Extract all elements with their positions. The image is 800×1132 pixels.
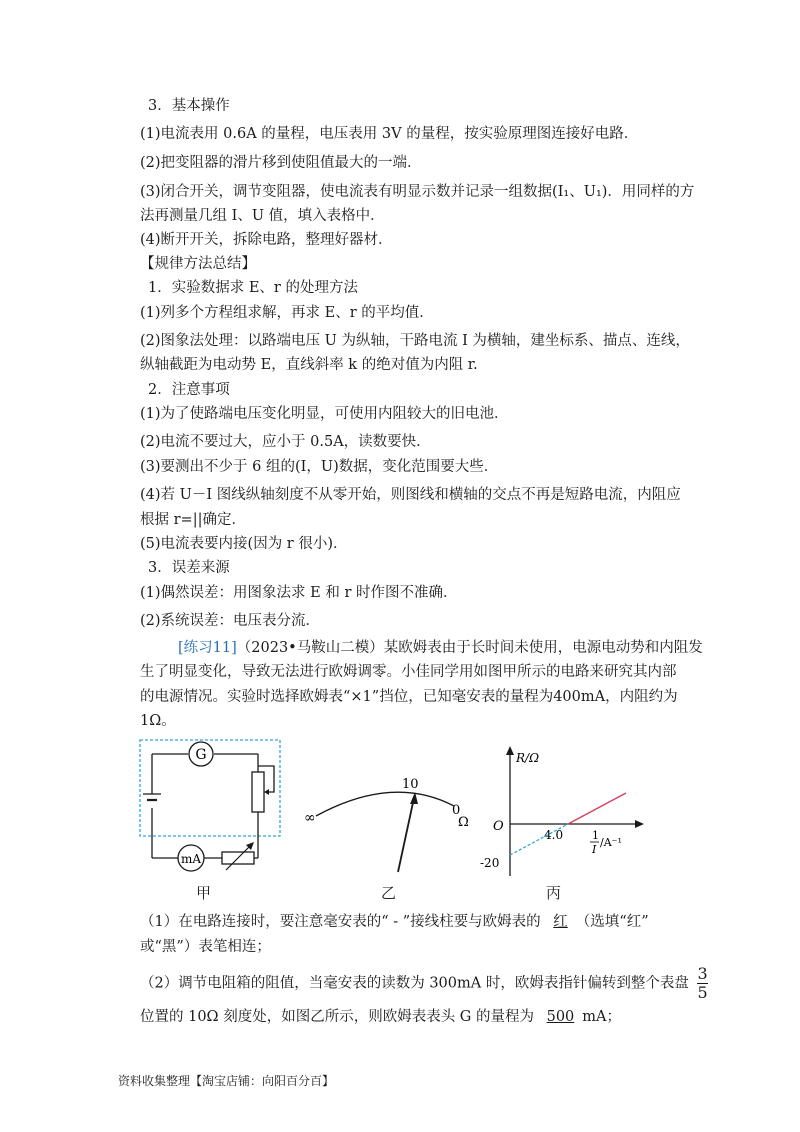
text-line: (2)图象法处理：以路端电压 U 为纵轴，干路电流 I 为横轴，建坐标系、描点、连线， — [140, 333, 690, 349]
exercise-line: 的电源情况。实验时选择欧姆表“×1”挡位，已知毫安表的量程为400mA，内阻约为 — [140, 689, 678, 705]
q1-text-b: （选填“红” — [575, 914, 649, 930]
text-line: 纵轴截距为电动势 E，直线斜率 k 的绝对值为内阻 r. — [140, 357, 478, 373]
dial-arc — [316, 792, 454, 816]
dial-needle — [398, 798, 414, 872]
text-line: (1)偶然误差：用图象法求 E 和 r 时作图不准确． — [140, 585, 458, 601]
x-axis-arrow — [635, 820, 644, 828]
galvanometer-label: G — [195, 747, 207, 763]
y-axis-arrow — [506, 746, 514, 755]
question-2-line2 — [140, 1007, 621, 1027]
circuit-diagram-jia — [138, 738, 284, 888]
x-label-num: 1 — [592, 829, 599, 842]
section-summary-heading: 【规律方法总结】 — [140, 256, 256, 272]
y-axis-label: R/Ω — [516, 751, 540, 765]
exercise-text: （2023•马鞍山二模）某欧姆表由于长时间未使用，电源电动势和内阻发 — [236, 640, 703, 656]
text-line: 法再测量几组 I、U 值，填入表格中． — [140, 208, 385, 224]
text-line: (3)要测出不少于 6 组的(I，U)数据，变化范围要大些． — [140, 459, 499, 475]
q2-text: （2）调节电阻箱的阻值，当毫安表的读数为 300mA 时，欧姆表指针偏转到整个表盘 — [140, 975, 689, 992]
section-basic-ops-title: 3．基本操作 — [148, 98, 230, 114]
figure-caption-jia: 甲 — [196, 884, 212, 902]
milliammeter-label: mA — [180, 852, 202, 866]
text-line: 3．误差来源 — [148, 560, 230, 576]
q1-answer: 红 — [553, 914, 568, 930]
exercise-tag: [练习11] — [178, 640, 237, 656]
x-tick-label: 4.0 — [544, 828, 564, 842]
question-1-line2: 或“黑”）表笔相连； — [140, 939, 271, 955]
frac-num: 3 — [697, 964, 708, 983]
figure-caption-yi: 乙 — [381, 884, 397, 902]
slider-arrow — [264, 789, 269, 795]
figure-caption-bing: 丙 — [546, 884, 562, 902]
text-line: 2．注意事项 — [148, 382, 230, 398]
text-line: (4)若 U－I 图线纵轴刻度不从零开始，则图线和横轴的交点不再是短路电流，内阻应 — [140, 487, 681, 503]
ohmmeter-dial-yi — [298, 768, 478, 878]
text-line: (2)电流不要过大，应小于 0.5A，读数要快． — [140, 434, 431, 450]
question-2-line — [140, 966, 708, 1001]
text-line: (5)电流表要内接(因为 r 很小)． — [140, 536, 348, 552]
data-line — [568, 793, 626, 824]
exercise-line: 生了明显变化，导致无法进行欧姆调零。小佳同学用如图甲所示的电路来研究其内部 — [140, 664, 677, 680]
text-line: 根据 r=||确定． — [140, 512, 246, 528]
x-label-den: I — [592, 843, 597, 856]
q2-text-b: 位置的 10Ω 刻度处，如图乙所示，则欧姆表表头 G 的量程为 — [140, 1009, 534, 1025]
text-line: 1．实验数据求 E、r 的处理方法 — [148, 280, 358, 296]
infinity-mark: ∞ — [304, 810, 316, 826]
fraction-three-fifths — [697, 966, 707, 1001]
text-line: (1)为了使路端电压变化明显，可使用内阻较大的旧电池． — [140, 406, 509, 422]
graph-bing — [478, 742, 648, 880]
text-line: (1)列多个方程组求解，再求 E、r 的平均值． — [140, 305, 434, 321]
page-footer: 资料收集整理【淘宝店铺：向阳百分百】 — [118, 1074, 335, 1088]
ten-mark: 10 — [402, 777, 419, 792]
exercise-line: 1Ω。 — [140, 713, 176, 729]
question-1-line — [140, 912, 649, 932]
q2-unit: mA； — [582, 1009, 622, 1025]
x-label-unit: /A⁻¹ — [600, 836, 622, 849]
exercise-line — [178, 638, 703, 658]
ohm-unit: Ω — [458, 815, 469, 830]
rheostat — [252, 772, 264, 812]
text-line: (3)闭合开关，调节变阻器，使电流表有明显示数并记录一组数据(I₁、U₁)．用同样的方 — [140, 184, 695, 200]
zero-mark: 0 — [452, 803, 461, 818]
q2-answer: 500 — [546, 1009, 575, 1025]
text-line: (2)把变阻器的滑片移到使阻值最大的一端． — [140, 155, 422, 171]
y-tick-label: -20 — [480, 856, 500, 870]
frac-den: 5 — [697, 983, 708, 1002]
text-line: (1)电流表用 0.6A 的量程，电压表用 3V 的量程，按实验原理图连接好电路． — [140, 126, 639, 142]
text-line: (4)断开开关，拆除电路，整理好器材． — [140, 232, 393, 248]
text-line: (2)系统误差：电压表分流． — [140, 613, 321, 629]
origin-label: O — [493, 819, 504, 834]
q1-text: （1）在电路连接时，要注意毫安表的“ - ”接线柱要与欧姆表的 — [140, 914, 541, 930]
